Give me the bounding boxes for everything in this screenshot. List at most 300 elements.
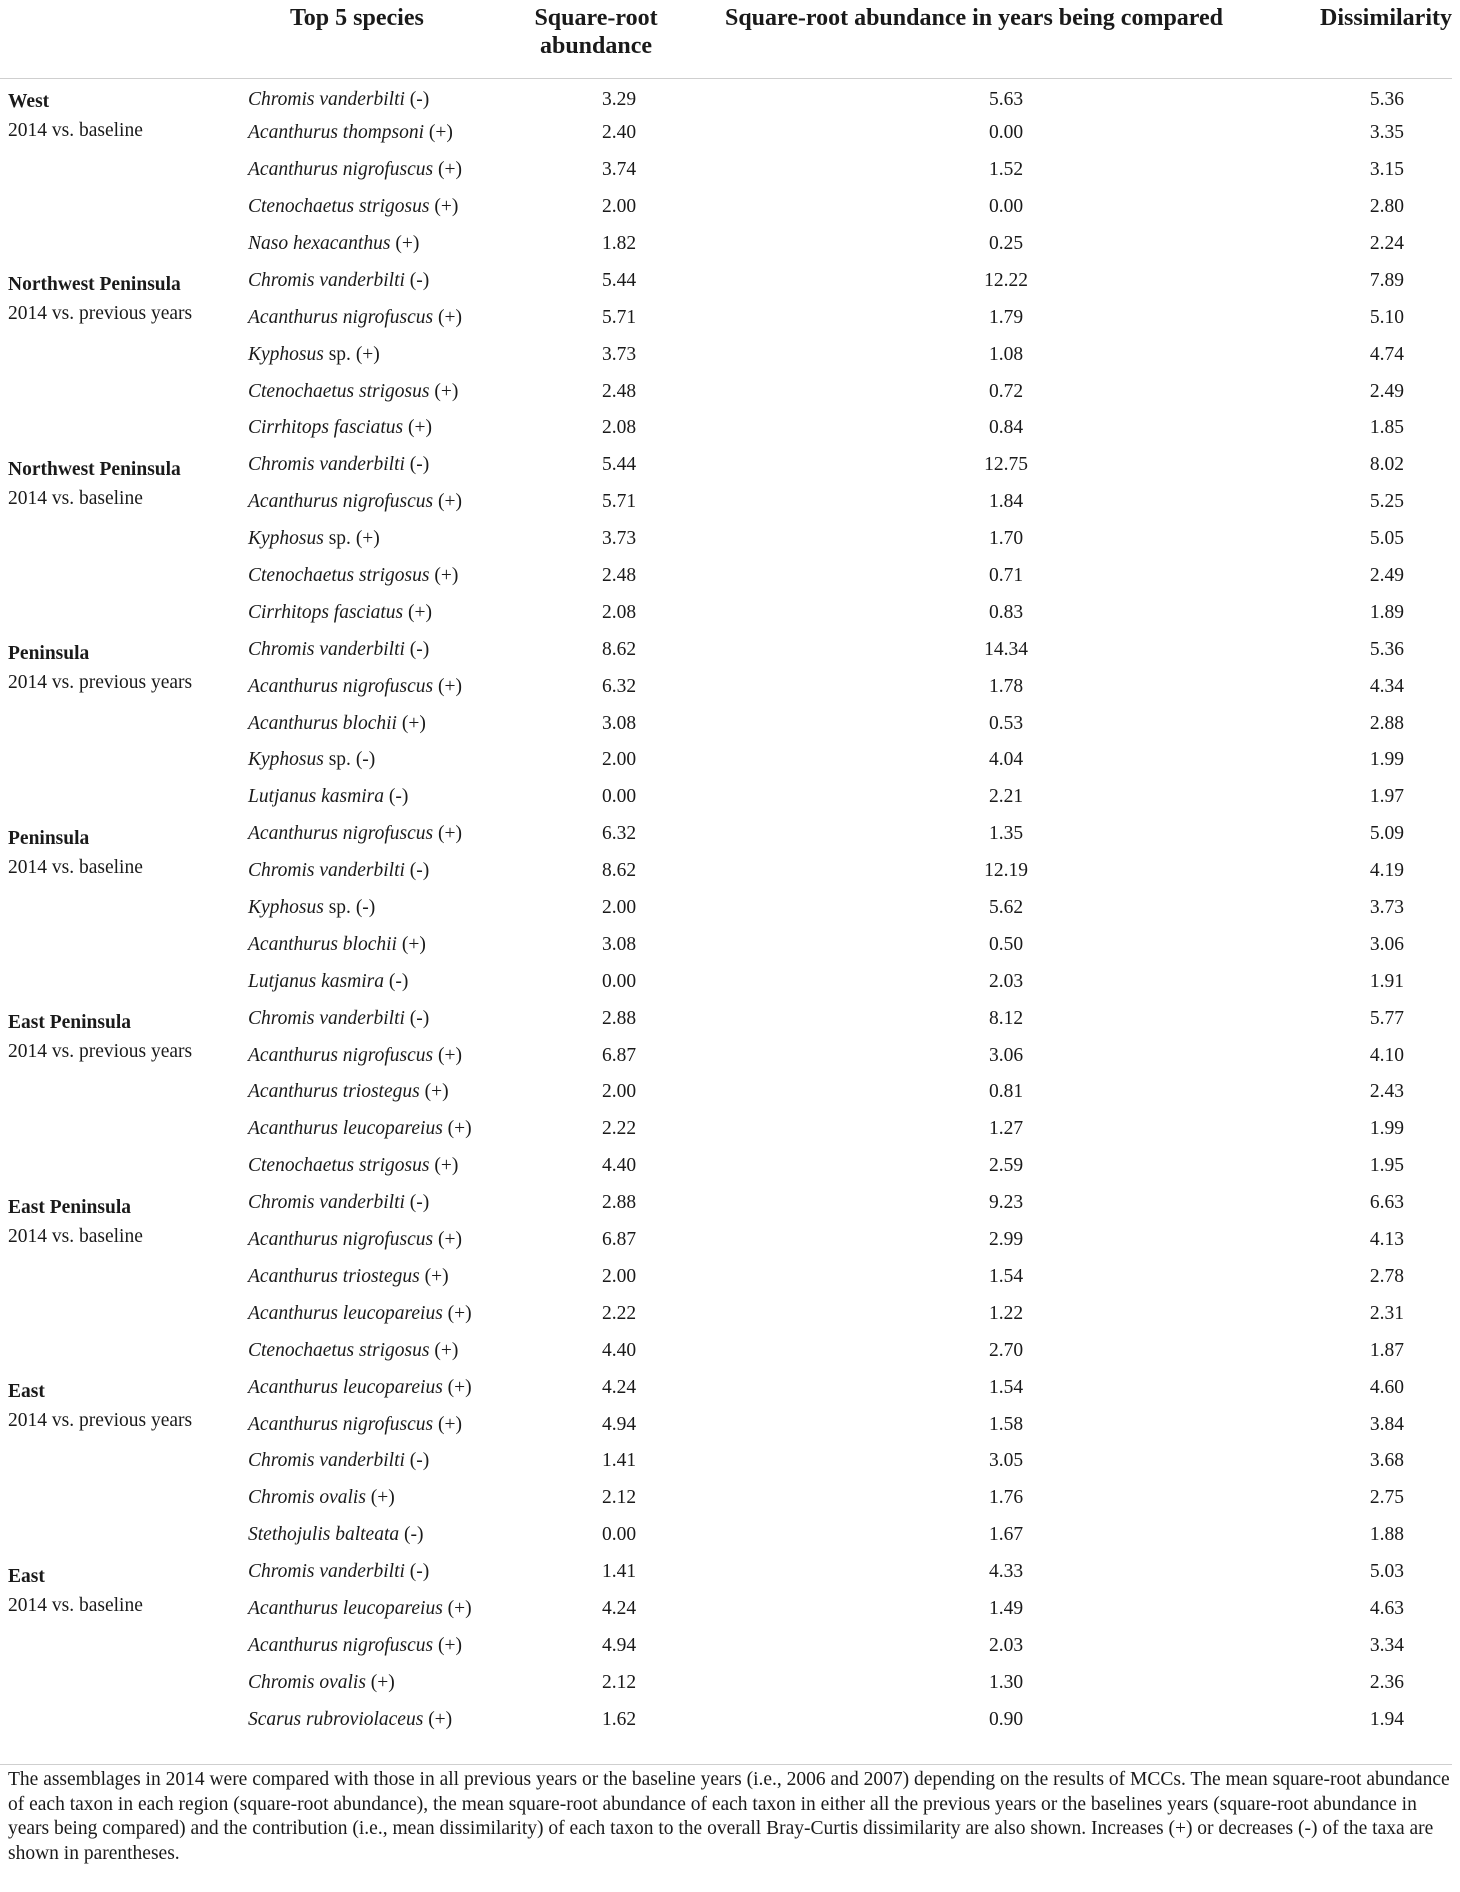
species-name: Acanthurus blochii xyxy=(248,933,397,955)
region-name: Peninsula xyxy=(8,643,90,665)
change-sign: (+) xyxy=(437,823,462,845)
change-sign: (+) xyxy=(437,1413,462,1435)
abundance-value: 5.71 xyxy=(601,306,637,328)
compared-value: 0.72 xyxy=(988,380,1024,402)
compared-value: 1.79 xyxy=(988,306,1024,328)
species-cell xyxy=(240,631,516,668)
compared-value: 0.00 xyxy=(988,122,1024,144)
region-name: East Peninsula xyxy=(8,1012,131,1034)
species-cell xyxy=(240,890,516,927)
dissimilarity-value: 4.19 xyxy=(1369,860,1404,882)
dissimilarity-value: 2.31 xyxy=(1369,1302,1404,1324)
species-cell xyxy=(240,1259,516,1296)
species-name: Chromis vanderbilti xyxy=(248,1007,405,1029)
species-name: Cirrhitops fasciatus xyxy=(248,417,404,439)
region-comparison: 2014 vs. baseline xyxy=(8,487,143,509)
change-sign: (+) xyxy=(408,601,433,623)
abundance-value: 3.73 xyxy=(601,343,637,365)
dissimilarity-value: 1.89 xyxy=(1369,601,1404,623)
change-sign: (+) xyxy=(370,1487,395,1509)
species-name: Acanthurus leucopareius xyxy=(248,1597,443,1619)
table-row xyxy=(0,1554,1452,1591)
abundance-value: 1.82 xyxy=(601,233,637,254)
species-suffix: sp. xyxy=(323,528,351,550)
abundance-value: 4.24 xyxy=(601,1597,637,1619)
species-cell xyxy=(240,226,516,263)
species-name: Acanthurus leucopareius xyxy=(248,1302,443,1324)
dissimilarity-value: 4.74 xyxy=(1369,343,1404,365)
dissimilarity-value: 8.02 xyxy=(1369,454,1404,476)
compared-value: 0.84 xyxy=(988,417,1024,439)
change-sign: (+) xyxy=(401,933,426,955)
abundance-value: 6.87 xyxy=(601,1044,637,1066)
region-cell xyxy=(0,1369,240,1553)
dissimilarity-value: 3.06 xyxy=(1369,933,1404,955)
dissimilarity-value: 4.60 xyxy=(1369,1376,1404,1398)
species-name: Kyphosus xyxy=(248,897,324,919)
table-row xyxy=(0,78,1452,115)
dissimilarity-value: 1.99 xyxy=(1369,1118,1404,1140)
abundance-value: 2.88 xyxy=(601,1007,637,1029)
table-row xyxy=(0,1185,1452,1222)
species-cell xyxy=(240,1222,516,1259)
change-sign: (-) xyxy=(409,1450,430,1472)
region-cell xyxy=(0,447,240,631)
region-cell xyxy=(0,1554,240,1738)
abundance-value: 8.62 xyxy=(601,860,637,882)
species-cell xyxy=(240,1037,516,1074)
dissimilarity-value: 1.87 xyxy=(1369,1339,1404,1361)
compared-value: 1.35 xyxy=(988,823,1024,845)
species-name: Acanthurus thompsoni xyxy=(248,122,425,144)
abundance-value: 2.88 xyxy=(601,1192,637,1214)
compared-value: 4.33 xyxy=(988,1561,1024,1583)
species-cell xyxy=(240,1591,516,1628)
change-sign: (-) xyxy=(409,860,430,882)
change-sign: (-) xyxy=(409,1561,430,1583)
species-name: Acanthurus nigrofuscus xyxy=(248,1634,434,1656)
compared-value: 2.03 xyxy=(988,1634,1024,1656)
table-row xyxy=(0,631,1452,668)
change-sign: (+) xyxy=(447,1597,472,1619)
compared-value: 1.52 xyxy=(988,159,1024,181)
species-name: Chromis vanderbilti xyxy=(248,860,405,882)
change-sign: (-) xyxy=(388,786,409,808)
change-sign: (+) xyxy=(437,1229,462,1251)
region-comparison: 2014 vs. baseline xyxy=(8,1594,143,1616)
species-cell xyxy=(240,262,516,299)
abundance-value: 8.62 xyxy=(601,638,637,660)
species-cell xyxy=(240,152,516,189)
abundance-value: 3.08 xyxy=(601,933,637,955)
change-sign: (+) xyxy=(437,1634,462,1656)
species-cell xyxy=(240,963,516,1000)
species-name: Ctenochaetus strigosus xyxy=(248,1339,430,1361)
region-comparison: 2014 vs. baseline xyxy=(8,1225,143,1247)
abundance-value: 5.44 xyxy=(601,454,637,476)
species-cell xyxy=(240,1554,516,1591)
change-sign: (+) xyxy=(424,1081,449,1103)
compared-value: 1.58 xyxy=(988,1413,1024,1435)
species-name: Lutjanus kasmira xyxy=(248,970,384,992)
region-cell xyxy=(0,78,240,262)
species-cell xyxy=(240,1664,516,1701)
abundance-value: 4.94 xyxy=(601,1634,637,1656)
abundance-value: 4.40 xyxy=(601,1339,637,1361)
region-cell xyxy=(0,262,240,446)
abundance-value: 6.32 xyxy=(601,823,637,845)
change-sign: (+) xyxy=(434,196,459,218)
species-cell xyxy=(240,78,516,115)
compared-value: 0.83 xyxy=(988,601,1024,623)
abundance-value: 1.62 xyxy=(601,1708,637,1730)
change-sign: (+) xyxy=(437,1044,462,1066)
compared-value: 9.23 xyxy=(988,1192,1024,1214)
table-row xyxy=(0,816,1452,853)
compared-value: 2.59 xyxy=(988,1155,1024,1177)
change-sign: (+) xyxy=(434,1155,459,1177)
dissimilarity-value: 5.03 xyxy=(1369,1561,1404,1583)
change-sign: (+) xyxy=(355,528,380,550)
species-cell xyxy=(240,594,516,631)
species-name: Acanthurus blochii xyxy=(248,712,397,734)
species-name: Acanthurus nigrofuscus xyxy=(248,823,434,845)
change-sign: (+) xyxy=(355,343,380,365)
compared-value: 12.19 xyxy=(984,860,1028,882)
species-name: Acanthurus nigrofuscus xyxy=(248,491,434,513)
change-sign: (+) xyxy=(437,675,462,697)
header-region xyxy=(0,0,240,78)
compared-value: 0.25 xyxy=(988,233,1024,254)
species-name: Chromis vanderbilti xyxy=(248,1450,405,1472)
region-comparison: 2014 vs. previous years xyxy=(8,1041,193,1063)
dissimilarity-value: 1.99 xyxy=(1369,749,1404,771)
compared-value: 2.03 xyxy=(988,970,1024,992)
change-sign: (+) xyxy=(395,233,420,254)
species-name: Cirrhitops fasciatus xyxy=(248,601,404,623)
species-name: Kyphosus xyxy=(248,749,324,771)
species-cell xyxy=(240,189,516,226)
change-sign: (+) xyxy=(437,159,462,181)
change-sign: (+) xyxy=(447,1302,472,1324)
dissimilarity-value: 3.15 xyxy=(1369,159,1404,181)
header-species: Top 5 species xyxy=(290,5,424,31)
compared-value: 0.00 xyxy=(988,196,1024,218)
abundance-value: 5.44 xyxy=(601,269,637,291)
change-sign: (-) xyxy=(355,749,376,771)
region-name: West xyxy=(8,90,50,112)
abundance-value: 1.41 xyxy=(601,1561,637,1583)
species-name: Chromis vanderbilti xyxy=(248,88,405,110)
species-name: Acanthurus triostegus xyxy=(248,1081,420,1103)
species-cell xyxy=(240,373,516,410)
compared-value: 1.54 xyxy=(988,1265,1024,1287)
species-name: Chromis vanderbilti xyxy=(248,454,405,476)
compared-value: 5.63 xyxy=(988,88,1024,110)
change-sign: (+) xyxy=(434,1339,459,1361)
change-sign: (+) xyxy=(447,1118,472,1140)
compared-value: 14.34 xyxy=(984,638,1028,660)
species-name: Ctenochaetus strigosus xyxy=(248,565,430,587)
region-cell xyxy=(0,1000,240,1184)
dissimilarity-value: 2.75 xyxy=(1369,1487,1404,1509)
species-name: Ctenochaetus strigosus xyxy=(248,380,430,402)
table-row xyxy=(0,1000,1452,1037)
table-row xyxy=(0,447,1452,484)
abundance-value: 0.00 xyxy=(601,1524,637,1546)
abundance-value: 0.00 xyxy=(601,970,637,992)
abundance-value: 4.40 xyxy=(601,1155,637,1177)
species-cell xyxy=(240,1517,516,1554)
change-sign: (+) xyxy=(401,712,426,734)
compared-value: 0.81 xyxy=(988,1081,1024,1103)
dissimilarity-value: 2.43 xyxy=(1369,1081,1404,1103)
species-name: Chromis vanderbilti xyxy=(248,638,405,660)
dissimilarity-value: 1.88 xyxy=(1369,1524,1404,1546)
change-sign: (+) xyxy=(428,1708,453,1730)
species-name: Chromis vanderbilti xyxy=(248,1561,405,1583)
region-name: Northwest Peninsula xyxy=(8,274,181,296)
change-sign: (-) xyxy=(409,88,430,110)
abundance-value: 3.74 xyxy=(601,159,637,181)
compared-value: 0.71 xyxy=(988,565,1024,587)
compared-value: 1.70 xyxy=(988,528,1024,550)
dissimilarity-value: 5.25 xyxy=(1369,491,1404,513)
compared-value: 3.05 xyxy=(988,1450,1024,1472)
compared-value: 5.62 xyxy=(988,897,1024,919)
species-name: Chromis ovalis xyxy=(248,1671,366,1693)
change-sign: (-) xyxy=(355,897,376,919)
region-cell xyxy=(0,631,240,815)
dissimilarity-value: 5.77 xyxy=(1369,1007,1404,1029)
table-body xyxy=(0,78,1452,1738)
region-cell xyxy=(0,816,240,1000)
change-sign: (-) xyxy=(404,1524,424,1546)
abundance-value: 2.08 xyxy=(601,601,637,623)
species-suffix: sp. xyxy=(323,897,351,919)
change-sign: (+) xyxy=(437,306,462,328)
species-cell xyxy=(240,779,516,816)
species-cell xyxy=(240,742,516,779)
region-cell xyxy=(0,1185,240,1369)
species-name: Ctenochaetus strigosus xyxy=(248,1155,430,1177)
region-comparison: 2014 vs. baseline xyxy=(8,119,143,141)
species-name: Chromis vanderbilti xyxy=(248,1192,405,1214)
species-name: Chromis vanderbilti xyxy=(248,269,405,291)
header-row xyxy=(0,0,1452,78)
dissimilarity-value: 2.88 xyxy=(1369,712,1404,734)
abundance-value: 6.87 xyxy=(601,1229,637,1251)
species-name: Acanthurus nigrofuscus xyxy=(248,1044,434,1066)
dissimilarity-value: 1.85 xyxy=(1369,417,1404,439)
dissimilarity-value: 3.34 xyxy=(1369,1634,1404,1656)
species-name: Acanthurus leucopareius xyxy=(248,1118,443,1140)
abundance-value: 2.00 xyxy=(601,1081,637,1103)
compared-value: 12.22 xyxy=(984,269,1028,291)
table-footnote: The assemblages in 2014 were compared with those in all previous years or the baseline years (i.e., 2006 and 2007) depending on the results of MCCs. The mean square-root abundance of each taxon in each region (square-root abundance), the mean square-root abundance of each taxon in either all the previous years or the baselines years (square-root abundance in years being compared) and the contribution (i.e., mean dissimilarity) of each taxon to the overall Bray-Curtis dissimilarity are also shown. Increases (+) or decreases (-) of the taxa are shown in parentheses. xyxy=(8,1769,1450,1864)
species-suffix: sp. xyxy=(323,749,351,771)
species-cell xyxy=(240,1074,516,1111)
species-name: Acanthurus nigrofuscus xyxy=(248,159,434,181)
change-sign: (+) xyxy=(434,565,459,587)
compared-value: 0.53 xyxy=(988,712,1024,734)
change-sign: (-) xyxy=(409,454,430,476)
compared-value: 12.75 xyxy=(984,454,1028,476)
species-cell xyxy=(240,816,516,853)
abundance-value: 4.24 xyxy=(601,1376,637,1398)
abundance-value: 2.00 xyxy=(601,196,637,218)
compared-value: 1.49 xyxy=(988,1597,1024,1619)
dissimilarity-value: 4.10 xyxy=(1369,1044,1404,1066)
change-sign: (-) xyxy=(409,1192,430,1214)
dissimilarity-value: 2.36 xyxy=(1369,1671,1404,1693)
species-cell xyxy=(240,1369,516,1406)
header-abundance: Square-root abundance xyxy=(534,5,658,59)
abundance-value: 1.41 xyxy=(601,1450,637,1472)
abundance-value: 3.73 xyxy=(601,528,637,550)
dissimilarity-value: 2.24 xyxy=(1369,233,1404,254)
header-compared: Square-root abundance in years being compared xyxy=(724,5,1224,31)
compared-value: 1.22 xyxy=(988,1302,1024,1324)
compared-value: 1.84 xyxy=(988,491,1024,513)
region-comparison: 2014 vs. previous years xyxy=(8,303,193,325)
abundance-value: 2.22 xyxy=(601,1302,637,1324)
region-name: East xyxy=(8,1565,45,1587)
species-name: Scarus rubroviolaceus xyxy=(248,1708,424,1730)
species-name: Acanthurus nigrofuscus xyxy=(248,1229,434,1251)
compared-value: 1.76 xyxy=(988,1487,1024,1509)
dissimilarity-value: 1.97 xyxy=(1369,786,1404,808)
dissimilarity-value: 1.91 xyxy=(1369,970,1404,992)
abundance-value: 2.12 xyxy=(601,1671,637,1693)
abundance-value: 2.00 xyxy=(601,749,637,771)
region-comparison: 2014 vs. baseline xyxy=(8,856,143,878)
compared-value: 3.06 xyxy=(988,1044,1024,1066)
species-name: Acanthurus nigrofuscus xyxy=(248,306,434,328)
dissimilarity-value: 4.63 xyxy=(1369,1597,1404,1619)
species-cell xyxy=(240,1111,516,1148)
dissimilarity-value: 2.78 xyxy=(1369,1265,1404,1287)
species-cell xyxy=(240,668,516,705)
change-sign: (+) xyxy=(434,380,459,402)
species-cell xyxy=(240,853,516,890)
compared-value: 0.90 xyxy=(988,1708,1024,1730)
dissimilarity-value: 5.09 xyxy=(1369,823,1404,845)
species-cell xyxy=(240,1627,516,1664)
table-row xyxy=(0,262,1452,299)
dissimilarity-value: 5.36 xyxy=(1369,638,1404,660)
abundance-value: 2.00 xyxy=(601,897,637,919)
species-cell xyxy=(240,1443,516,1480)
dissimilarity-value: 6.63 xyxy=(1369,1192,1404,1214)
dissimilarity-value: 2.49 xyxy=(1369,565,1404,587)
bottom-rule xyxy=(0,1764,1452,1765)
compared-value: 2.70 xyxy=(988,1339,1024,1361)
abundance-value: 2.48 xyxy=(601,380,637,402)
dissimilarity-value: 3.35 xyxy=(1369,122,1404,144)
compared-value: 0.50 xyxy=(988,933,1024,955)
change-sign: (+) xyxy=(370,1671,395,1693)
dissimilarity-value: 2.49 xyxy=(1369,380,1404,402)
compared-value: 1.54 xyxy=(988,1376,1024,1398)
species-cell xyxy=(240,484,516,521)
change-sign: (+) xyxy=(408,417,433,439)
species-cell xyxy=(240,1406,516,1443)
abundance-value: 3.08 xyxy=(601,712,637,734)
species-cell xyxy=(240,1295,516,1332)
species-name: Chromis ovalis xyxy=(248,1487,366,1509)
compared-value: 1.27 xyxy=(988,1118,1024,1140)
species-cell xyxy=(240,336,516,373)
compared-value: 2.99 xyxy=(988,1229,1024,1251)
dissimilarity-value: 7.89 xyxy=(1369,269,1404,291)
abundance-value: 2.22 xyxy=(601,1118,637,1140)
species-cell xyxy=(240,1185,516,1222)
species-cell xyxy=(240,1332,516,1369)
species-cell xyxy=(240,705,516,742)
species-name: Ctenochaetus strigosus xyxy=(248,196,430,218)
abundance-value: 0.00 xyxy=(601,786,637,808)
change-sign: (-) xyxy=(409,1007,430,1029)
species-name: Acanthurus leucopareius xyxy=(248,1376,443,1398)
species-cell xyxy=(240,299,516,336)
dissimilarity-value: 2.80 xyxy=(1369,196,1404,218)
region-name: East xyxy=(8,1381,45,1403)
species-name: Acanthurus nigrofuscus xyxy=(248,675,434,697)
abundance-value: 3.29 xyxy=(601,88,637,110)
abundance-value: 5.71 xyxy=(601,491,637,513)
compared-value: 1.67 xyxy=(988,1524,1024,1546)
species-name: Lutjanus kasmira xyxy=(248,786,384,808)
species-cell xyxy=(240,521,516,558)
species-name: Kyphosus xyxy=(248,528,324,550)
dissimilarity-value: 1.94 xyxy=(1369,1708,1404,1730)
change-sign: (-) xyxy=(409,269,430,291)
species-cell xyxy=(240,1480,516,1517)
dissimilarity-value: 4.13 xyxy=(1369,1229,1404,1251)
compared-value: 1.30 xyxy=(988,1671,1024,1693)
dissimilarity-value: 3.84 xyxy=(1369,1413,1404,1435)
dissimilarity-value: 5.05 xyxy=(1369,528,1404,550)
compared-value: 1.78 xyxy=(988,675,1024,697)
compared-value: 8.12 xyxy=(988,1007,1024,1029)
change-sign: (+) xyxy=(447,1376,472,1398)
species-cell xyxy=(240,1000,516,1037)
abundance-value: 2.40 xyxy=(601,122,637,144)
dissimilarity-value: 5.10 xyxy=(1369,306,1404,328)
abundance-value: 2.00 xyxy=(601,1265,637,1287)
dissimilarity-value: 3.73 xyxy=(1369,897,1404,919)
species-cell xyxy=(240,926,516,963)
species-name: Kyphosus xyxy=(248,343,324,365)
dissimilarity-value: 5.36 xyxy=(1369,88,1404,110)
species-cell xyxy=(240,410,516,447)
region-comparison: 2014 vs. previous years xyxy=(8,1410,193,1432)
abundance-value: 6.32 xyxy=(601,675,637,697)
compared-value: 4.04 xyxy=(988,749,1024,771)
species-cell xyxy=(240,115,516,152)
region-comparison: 2014 vs. previous years xyxy=(8,672,193,694)
species-cell xyxy=(240,558,516,595)
species-cell xyxy=(240,1701,516,1738)
table-row xyxy=(0,1369,1452,1406)
dissimilarity-value: 3.68 xyxy=(1369,1450,1404,1472)
header-dissimilarity: Dissimilarity xyxy=(1320,5,1452,31)
species-name: Acanthurus triostegus xyxy=(248,1265,420,1287)
species-name: Stethojulis balteata xyxy=(248,1524,400,1546)
species-suffix: sp. xyxy=(323,343,351,365)
table-header xyxy=(0,0,1452,78)
